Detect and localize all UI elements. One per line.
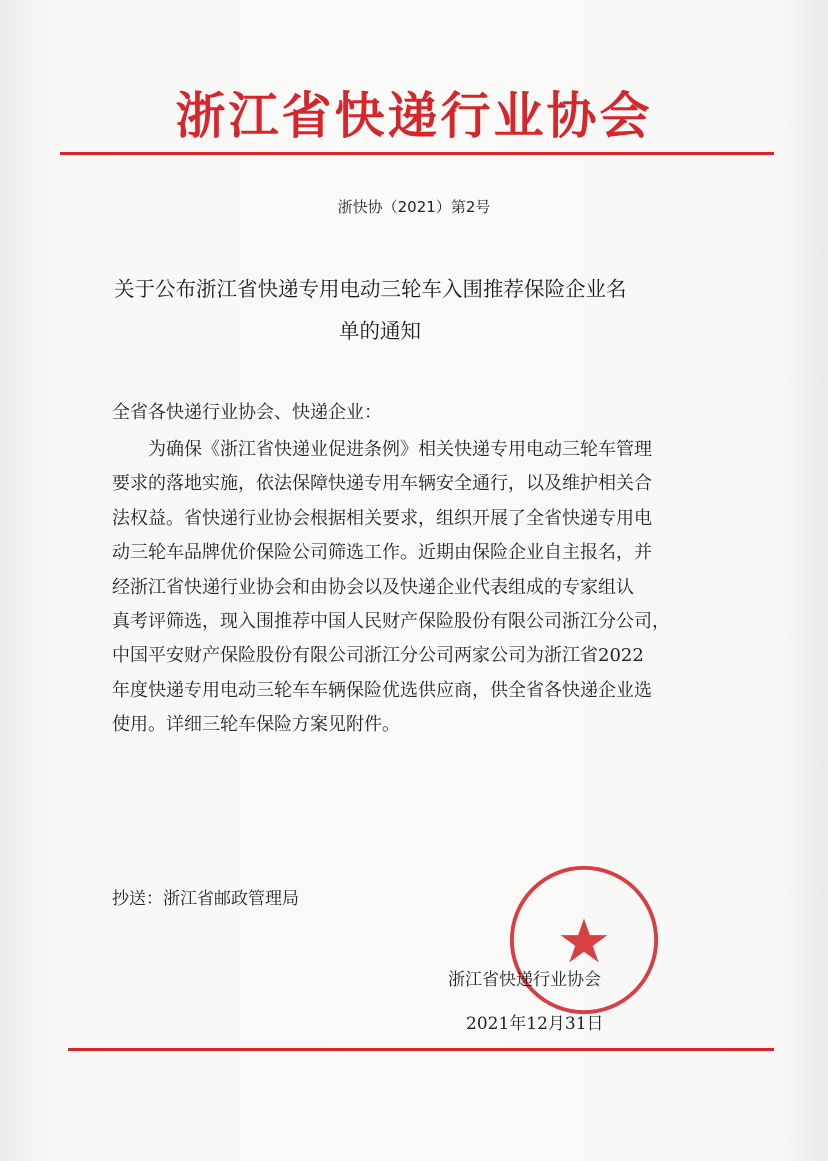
body-line: 法权益。省快递行业协会根据相关要求，组织开展了全省快递专用电 (112, 507, 652, 529)
body-paragraph (112, 433, 712, 743)
seal-star-icon (561, 919, 608, 963)
carbon-copy-line: 抄送：浙江省邮政管理局 (112, 889, 299, 909)
body-line: 真考评筛选，现入围推荐中国人民财产保险股份有限公司浙江分公司， (112, 611, 670, 633)
body-line: 动三轮车品牌优价保险公司筛选工作。近期由保险企业自主报名，并 (112, 542, 652, 564)
footer-red-rule (68, 1048, 774, 1051)
signing-organization: 浙江省快递行业协会 (448, 970, 601, 990)
document-title (114, 268, 724, 352)
document-number: 浙快协（2021）第2号 (337, 198, 491, 216)
salutation: 全省各快递行业协会、快递企业： (112, 402, 382, 423)
body-line: 年度快递专用电动三轮车车辆保险优选供应商，供全省各快递企业选 (112, 679, 652, 701)
letterhead-red-rule (60, 152, 774, 155)
document-title-line-2: 单的通知 (339, 319, 421, 343)
signing-date: 2021年12月31日 (466, 1014, 604, 1034)
official-seal-stamp (506, 862, 662, 1018)
body-line: 要求的落地实施，依法保障快递专用车辆安全通行，以及维护相关合 (112, 473, 652, 495)
body-line: 使用。详细三轮车保险方案见附件。 (112, 714, 400, 736)
org-letterhead-title: 浙江省快递行业协会 (175, 87, 653, 145)
body-line: 中国平安财产保险股份有限公司浙江分公司两家公司为浙江省2022 (112, 645, 644, 667)
body-line: 为确保《浙江省快递业促进条例》相关快递专用电动三轮车管理 (112, 439, 652, 460)
body-line: 经浙江省快递行业协会和由协会以及快递企业代表组成的专家组认 (112, 576, 634, 598)
document-title-line-1: 关于公布浙江省快递专用电动三轮车入围推荐保险企业名 (114, 277, 627, 301)
